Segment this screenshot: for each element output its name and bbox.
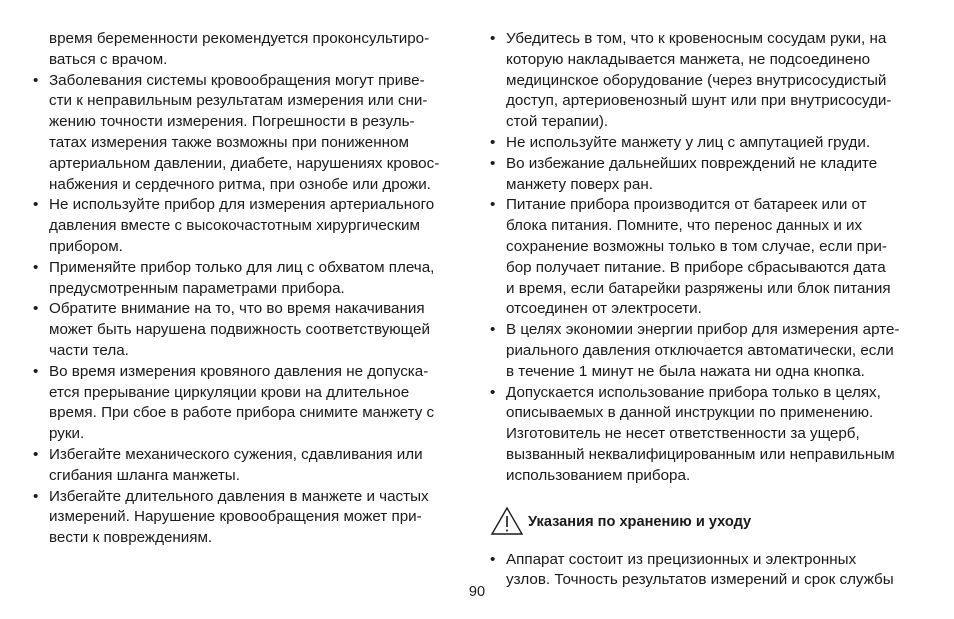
bullet-marker: • — [490, 133, 496, 151]
text-line: части тела. — [49, 341, 129, 359]
text-line: Применяйте прибор только для лиц с обхватом плеча, — [49, 258, 435, 276]
bullet-marker: • — [33, 362, 39, 380]
list-item — [33, 445, 465, 487]
text-line: артериальном давлении, диабете, нарушениях кровос- — [49, 154, 440, 172]
text-line: Не используйте манжету у лиц с ампутацией груди. — [506, 133, 871, 151]
warning-triangle-icon — [490, 506, 524, 536]
continuation-paragraph — [33, 29, 465, 71]
text-line: Допускается использование прибора только в целях, — [506, 383, 881, 401]
text-line: Во избежание дальнейших повреждений не кладите — [506, 154, 878, 172]
list-item — [33, 195, 465, 257]
text-line: Избегайте механического сужения, сдавливания или — [49, 445, 423, 463]
text-line: которую накладывается манжета, не подсоединено — [506, 50, 871, 68]
bullet-marker: • — [33, 196, 39, 214]
text-line: блока питания. Помните, что перенос данных и их — [506, 217, 863, 235]
text-line: вызванный неквалифицированным или неправильным — [506, 445, 895, 463]
page-number: 90 — [468, 584, 486, 600]
text-line: прибором. — [49, 237, 123, 255]
text-line: давления вместе с высокочастотным хирургическим — [49, 217, 420, 235]
list-item — [490, 133, 930, 154]
text-line: Аппарат состоит из прецизионных и электронных — [506, 550, 857, 568]
bullet-marker: • — [490, 321, 496, 339]
text-line: узлов. Точность результатов измерений и срок службы — [506, 571, 894, 589]
text-line: сти к неправильным результатам измерения или сни- — [49, 92, 428, 110]
text-line: измерений. Нарушение кровообращения может при- — [49, 508, 422, 526]
text-line: и время, если батарейки разряжены или блок питания — [506, 279, 891, 297]
list-item — [490, 29, 930, 133]
text-line: татах измерения также возможны при пониженном — [49, 133, 409, 151]
bullet-marker: • — [33, 487, 39, 505]
text-line: манжету поверх ран. — [506, 175, 653, 193]
text-line: Убедитесь в том, что к кровеносным сосудам руки, на — [506, 30, 887, 47]
text-line: В целях экономии энергии прибор для измерения арте- — [506, 321, 900, 339]
text-line: использованием прибора. — [506, 466, 691, 484]
text-line: вести к повреждениям. — [49, 529, 213, 547]
text-line: руки. — [49, 425, 85, 443]
text-line: медицинское оборудование (через внутрисосудистый — [506, 71, 887, 89]
bullet-marker: • — [33, 445, 39, 463]
text-line: сохранение возможны только в том случае, если при- — [506, 237, 887, 255]
text-line: Питание прибора производится от батареек или от — [506, 196, 867, 214]
text-line: отсоединен от электросети. — [506, 300, 702, 318]
left-column — [33, 29, 465, 549]
section-heading-text: Указания по хранению и уходу — [528, 513, 752, 530]
text-line: риального давления отключается автоматически, если — [506, 341, 894, 359]
bullet-marker: • — [490, 154, 496, 172]
text-line: описываемых в данной инструкции по применению. — [506, 404, 874, 422]
text-line: может быть нарушена подвижность соответствующей — [49, 321, 430, 339]
text-line: ваться с врачом. — [49, 50, 168, 68]
text-line: жению точности измерения. Погрешности в резуль- — [49, 113, 415, 131]
bullet-marker: • — [490, 383, 496, 401]
right-bullet-list — [490, 29, 930, 487]
list-item — [33, 362, 465, 445]
text-line: ется прерывание циркуляции крови на длительное — [49, 383, 410, 401]
text-line: Избегайте длительного давления в манжете и частых — [49, 487, 429, 505]
bullet-marker: • — [490, 550, 496, 568]
list-item — [490, 383, 930, 487]
text-line: Изготовитель не несет ответственности за ущерб, — [506, 425, 860, 443]
text-line: бор получает питание. В приборе сбрасываются дата — [506, 258, 886, 276]
bullet-marker: • — [33, 300, 39, 318]
text-line: Обратите внимание на то, что во время накачивания — [49, 300, 425, 318]
text-line: предусмотренным параметрами прибора. — [49, 279, 345, 297]
text-line: Во время измерения кровяного давления не допуска- — [49, 362, 429, 380]
bullet-marker: • — [490, 196, 496, 214]
text-line: время беременности рекомендуется проконсультиро- — [49, 30, 430, 47]
list-item — [33, 487, 465, 549]
text-line: Заболевания системы кровообращения могут приве- — [49, 71, 425, 89]
text-line: набжения и сердечного ритма, при ознобе или дрожи. — [49, 175, 431, 193]
text-line: Не используйте прибор для измерения артериального — [49, 196, 435, 214]
text-line: время. При сбое в работе прибора снимите манжету с — [49, 404, 435, 422]
right-column — [490, 29, 930, 591]
list-item — [33, 71, 465, 196]
list-item — [490, 320, 930, 382]
left-bullet-list — [33, 71, 465, 549]
list-item — [490, 154, 930, 196]
bullet-marker: • — [490, 30, 496, 47]
section-heading — [490, 506, 930, 536]
list-item — [33, 258, 465, 300]
text-line: доступ, артериовенозный шунт или при внутрисосуди- — [506, 92, 892, 110]
list-item — [490, 195, 930, 320]
text-line: в течение 1 минут не была нажата ни одна кнопка. — [506, 362, 865, 380]
text-line: стой терапии). — [506, 113, 609, 131]
bullet-marker: • — [33, 258, 39, 276]
list-item — [33, 299, 465, 361]
bullet-marker: • — [33, 71, 39, 89]
text-line: сгибания шланга манжеты. — [49, 466, 240, 484]
